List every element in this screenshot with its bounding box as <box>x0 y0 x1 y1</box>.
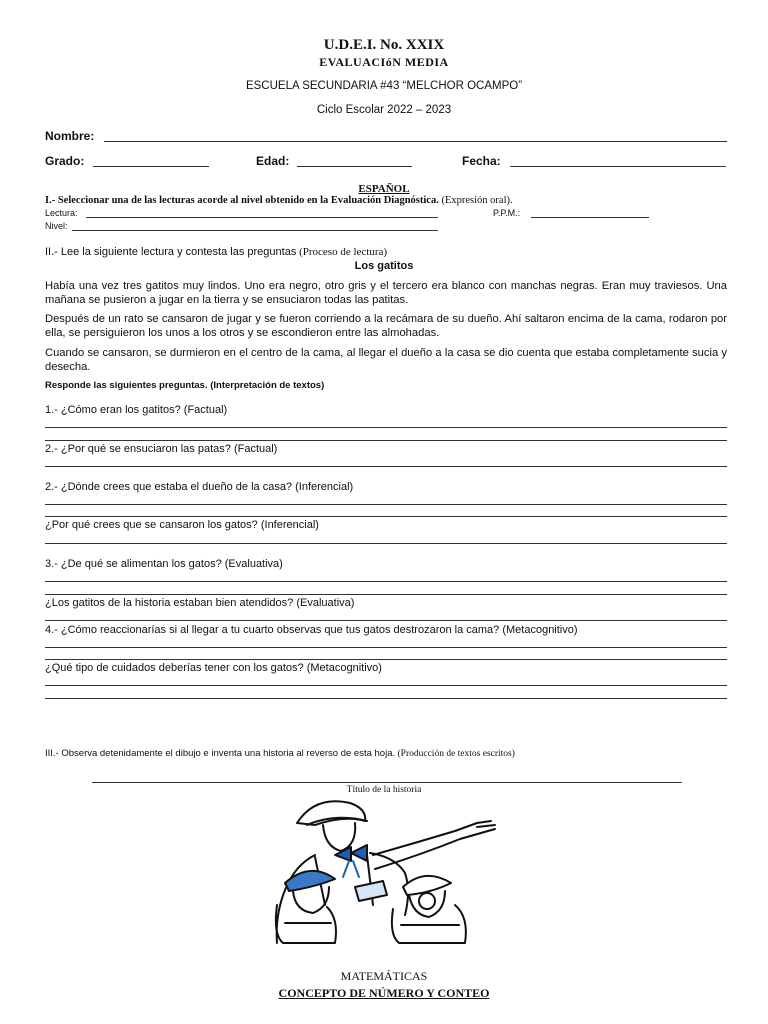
story-title: Los gatitos <box>354 260 414 272</box>
question-1: 1.- ¿Cómo eran los gatitos? (Factual) <box>45 404 228 416</box>
answer-line[interactable] <box>45 504 727 505</box>
answer-line[interactable] <box>45 594 727 595</box>
story-paragraph-1: Había una vez tres gatitos muy lindos. Uno era negro, otro gris y el tercero era blanco con manchas negras. Eran muy traviesos. Una mañana se pusieron a jugar en la tierra y se ensuciaron todas las patitas. <box>45 280 727 306</box>
question-3: 2.- ¿Dónde crees que estaba el dueño de la casa? (Inferencial) <box>45 481 354 493</box>
story-paragraph-3: Cuando se cansaron, se durmieron en el centro de la cama, al llegar el dueño a la casa se dio cuenta que estaba completamente sucia y desecha. <box>45 347 727 373</box>
school-name: ESCUELA SECUNDARIA #43 “MELCHOR OCAMPO” <box>245 80 523 92</box>
ppm-field[interactable] <box>531 217 649 218</box>
story-title-field[interactable] <box>92 782 682 783</box>
part1-instructions <box>45 195 513 206</box>
answer-line[interactable] <box>45 543 727 544</box>
part1-note: (Expresión oral). <box>438 195 513 206</box>
grado-field[interactable] <box>93 166 209 167</box>
answer-line[interactable] <box>45 440 727 441</box>
document-subtitle: EVALUACIóN MEDIA <box>319 55 449 69</box>
answer-line[interactable] <box>45 647 727 648</box>
answer-line[interactable] <box>45 427 727 428</box>
answer-line[interactable] <box>45 698 727 699</box>
part2-text: II.- Lee la siguiente lectura y contesta las preguntas <box>45 246 297 258</box>
edad-field[interactable] <box>297 166 412 167</box>
answer-line[interactable] <box>45 685 727 686</box>
nivel-label: Nivel: <box>45 221 68 231</box>
lectura-field[interactable] <box>86 217 438 218</box>
part1-bold: I.- Seleccionar una de las lecturas acorde al nivel obtenido en la Evaluación Diagnóstica. <box>45 195 439 206</box>
nombre-label: Nombre: <box>45 129 95 143</box>
edad-label: Edad: <box>256 154 290 168</box>
answer-line[interactable] <box>45 659 727 660</box>
answer-line[interactable] <box>45 581 727 582</box>
grado-label: Grado: <box>45 154 85 168</box>
part3-text: III.- Observa detenidamente el dibujo e inventa una historia al reverso de esta hoja. <box>45 748 396 759</box>
answer-line[interactable] <box>45 620 727 621</box>
ppm-label: P.P.M.: <box>493 208 521 218</box>
nombre-field[interactable] <box>104 141 727 142</box>
answer-line[interactable] <box>45 466 727 467</box>
school-cycle: Ciclo Escolar 2022 – 2023 <box>316 104 452 116</box>
question-8: ¿Qué tipo de cuidados deberías tener con los gatos? (Metacognitivo) <box>45 662 382 674</box>
math-subtitle: CONCEPTO DE NÚMERO Y CONTEO <box>278 986 490 1000</box>
document-title: U.D.E.I. No. XXIX <box>323 37 445 53</box>
story-title-caption: Título de la historia <box>346 785 422 795</box>
fecha-field[interactable] <box>510 166 726 167</box>
section-title-matematicas: MATEMÁTICAS <box>340 969 428 983</box>
question-6: ¿Los gatitos de la historia estaban bien atendidos? (Evaluativa) <box>45 597 355 609</box>
part2-instructions <box>45 246 387 258</box>
fecha-label: Fecha: <box>462 154 501 168</box>
part3-instructions <box>45 748 515 759</box>
questions-instructions: Responde las siguientes preguntas. (Interpretación de textos) <box>45 380 325 391</box>
part3-note: (Producción de textos escritos) <box>395 749 515 759</box>
question-2: 2.- ¿Por qué se ensuciaron las patas? (Factual) <box>45 443 278 455</box>
nivel-field[interactable] <box>72 230 438 231</box>
answer-line[interactable] <box>45 516 727 517</box>
part2-note: (Proceso de lectura) <box>296 246 388 258</box>
lectura-label: Lectura: <box>45 208 78 218</box>
explorer-illustration <box>255 795 500 945</box>
question-5: 3.- ¿De qué se alimentan los gatos? (Evaluativa) <box>45 558 283 570</box>
question-4: ¿Por qué crees que se cansaron los gatos? (Inferencial) <box>45 519 319 531</box>
question-7: 4.- ¿Cómo reaccionarías si al llegar a tu cuarto observas que tus gatos destrozaron la cama? (Metacognitivo) <box>45 624 578 636</box>
section-title-espanol: ESPAÑOL <box>358 183 410 195</box>
story-paragraph-2: Después de un rato se cansaron de jugar y se fueron corriendo a la recámara de su dueño. Ahí saltaron encima de la cama, rodaron por ella, se persiguieron los unos a los otros y se escondieron entre las almohadas. <box>45 313 727 339</box>
